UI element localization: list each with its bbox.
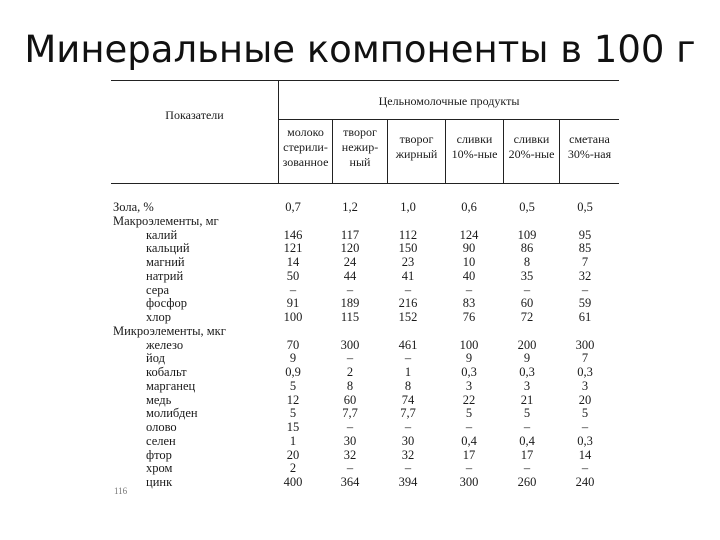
row-label: железо [146, 337, 184, 352]
cell-value: 364 [340, 475, 360, 489]
row-label: цинк [146, 475, 173, 489]
cell-value: 0,4 [519, 433, 535, 448]
row-label: селен [146, 433, 176, 448]
table-row [111, 241, 619, 255]
cell-value: 2 [346, 365, 354, 379]
cell-value: 7,7 [400, 406, 416, 421]
header-bottom-rule [111, 183, 619, 184]
row-label: йод [146, 351, 165, 366]
cell-value: 1,0 [400, 200, 416, 214]
cell-value: 20 [578, 392, 592, 407]
table-row [111, 228, 619, 242]
cell-value: 3 [523, 378, 531, 393]
table-row [111, 406, 619, 420]
cell-value: 14 [578, 447, 592, 462]
cell-value: 5 [289, 406, 297, 421]
cell-value: 112 [398, 227, 418, 242]
cell-value: – [523, 461, 531, 476]
cell-value: 9 [465, 351, 473, 366]
row-label: олово [146, 420, 177, 434]
cell-value: 124 [459, 227, 479, 242]
cell-value: – [346, 420, 354, 434]
cell-value: 9 [289, 351, 297, 366]
cell-value: 5 [289, 378, 297, 393]
cell-value: 1,2 [342, 200, 358, 214]
cell-value: 260 [517, 475, 537, 489]
cell-value: – [523, 420, 531, 434]
cell-value: 12 [286, 392, 300, 407]
cell-value: – [404, 461, 412, 476]
cell-value: 0,5 [519, 200, 535, 214]
cell-value: 83 [462, 296, 476, 311]
column-header-line: стерили- [283, 140, 328, 154]
column-header-line: жирный [395, 147, 438, 161]
cell-value: 8 [523, 255, 531, 269]
cell-value: 300 [575, 337, 595, 352]
cell-value: 7,7 [342, 406, 358, 421]
cell-value: – [346, 351, 354, 366]
cell-value: 30 [401, 433, 415, 448]
cell-value: 115 [340, 310, 360, 324]
cell-value: 0,6 [461, 200, 477, 214]
cell-value: 100 [283, 310, 303, 324]
row-label: Макроэлементы, мг [113, 213, 219, 228]
cell-value: 86 [520, 241, 534, 256]
column-header [446, 132, 503, 162]
cell-value: 7 [581, 351, 589, 366]
cell-value: 3 [581, 378, 589, 393]
table-row [111, 434, 619, 448]
column-header-line: сливки [513, 132, 550, 146]
cell-value: 0,7 [285, 200, 301, 214]
column-header-line: молоко [287, 125, 324, 139]
cell-value: 60 [520, 296, 534, 311]
cell-value: – [404, 282, 412, 297]
cell-value: 117 [340, 227, 360, 242]
cell-value: 22 [462, 392, 476, 407]
table-row [111, 296, 619, 310]
row-label: натрий [146, 268, 184, 283]
cell-value: 0,3 [577, 365, 593, 379]
cell-value: 32 [401, 447, 415, 462]
cell-value: 394 [398, 475, 418, 489]
row-label: сера [146, 282, 170, 297]
mineral-table [111, 80, 619, 498]
cell-value: – [404, 351, 412, 366]
cell-value: – [465, 420, 473, 434]
column-header [560, 132, 619, 162]
cell-value: 9 [523, 351, 531, 366]
column-header-line: ный [349, 155, 371, 169]
row-label: магний [146, 255, 185, 269]
table-row [111, 310, 619, 324]
table-row [111, 214, 619, 228]
column-header-line: творог [343, 125, 377, 139]
column-header-line: 10%-ные [451, 147, 498, 161]
table-top-rule [111, 80, 619, 81]
cell-value: 0,3 [461, 365, 477, 379]
cell-value: 85 [578, 241, 592, 256]
cell-value: 5 [465, 406, 473, 421]
column-header-line: сметана [569, 132, 610, 146]
row-label: хром [146, 461, 173, 476]
cell-value: 41 [401, 268, 415, 283]
cell-value: 216 [398, 296, 418, 311]
page-number: 116 [114, 486, 128, 496]
row-label: молибден [146, 406, 198, 421]
slide-title: Минеральные компоненты в 100 г [24, 28, 696, 71]
row-label: марганец [146, 378, 196, 393]
column-header-line: сливки [456, 132, 493, 146]
column-header-line: нежир- [341, 140, 379, 154]
cell-value: 8 [346, 378, 354, 393]
column-header [388, 132, 445, 162]
cell-value: 150 [398, 241, 418, 256]
table-row [111, 393, 619, 407]
cell-value: 59 [578, 296, 592, 311]
cell-value: 95 [578, 227, 592, 242]
cell-value: 1 [289, 433, 297, 448]
cell-value: 70 [286, 337, 300, 352]
cell-value: 0,5 [577, 200, 593, 214]
cell-value: – [581, 420, 589, 434]
cell-value: 32 [578, 268, 592, 283]
cell-value: 7 [581, 255, 589, 269]
cell-value: 5 [523, 406, 531, 421]
group-header-rule [279, 119, 619, 120]
row-label: калий [146, 227, 178, 242]
cell-value: – [346, 461, 354, 476]
cell-value: 15 [286, 420, 300, 434]
cell-value: – [289, 282, 297, 297]
cell-value: 40 [462, 268, 476, 283]
cell-value: 109 [517, 227, 537, 242]
cell-value: 35 [520, 268, 534, 283]
cell-value: 146 [283, 227, 303, 242]
cell-value: 5 [581, 406, 589, 421]
cell-value: 14 [286, 255, 300, 269]
row-label: Зола, % [113, 200, 154, 214]
column-header-line: зованное [282, 155, 329, 169]
cell-value: – [581, 461, 589, 476]
cell-value: 50 [286, 268, 300, 283]
row-label: фтор [146, 447, 172, 462]
cell-value: 100 [459, 337, 479, 352]
cell-value: 0,9 [285, 365, 301, 379]
column-header [279, 125, 332, 170]
cell-value: 21 [520, 392, 534, 407]
cell-value: – [523, 282, 531, 297]
cell-value: – [465, 282, 473, 297]
column-header-line: 30%-ная [567, 147, 612, 161]
cell-value: 200 [517, 337, 537, 352]
cell-value: 74 [401, 392, 415, 407]
cell-value: 10 [462, 255, 476, 269]
cell-value: 17 [520, 447, 534, 462]
table-row [111, 351, 619, 365]
cell-value: 44 [343, 268, 357, 283]
cell-value: 120 [340, 241, 360, 256]
column-header-line: 20%-ные [508, 147, 555, 161]
cell-value: 240 [575, 475, 595, 489]
row-label: кальций [146, 241, 190, 256]
cell-value: 8 [404, 378, 412, 393]
table-row [111, 324, 619, 338]
column-header [504, 132, 559, 162]
cell-value: 300 [340, 337, 360, 352]
column-header-line: творог [399, 132, 434, 146]
row-label: медь [146, 392, 172, 407]
table-row [111, 448, 619, 462]
cell-value: 1 [404, 365, 412, 379]
cell-value: 0,3 [577, 433, 593, 448]
stub-header: Показатели [165, 108, 224, 122]
cell-value: – [465, 461, 473, 476]
cell-value: 400 [283, 475, 303, 489]
cell-value: 91 [286, 296, 300, 311]
cell-value: 0,4 [461, 433, 477, 448]
group-header: Цельномолочные продукты [378, 94, 520, 108]
table-row [111, 461, 619, 475]
table-row [111, 379, 619, 393]
column-header [333, 125, 387, 170]
cell-value: 3 [465, 378, 473, 393]
cell-value: 76 [462, 310, 476, 324]
table-row [111, 365, 619, 379]
cell-value: – [404, 420, 412, 434]
cell-value: 23 [401, 255, 415, 269]
cell-value: 90 [462, 241, 476, 256]
table-row [111, 283, 619, 297]
cell-value: 17 [462, 447, 476, 462]
table-row [111, 475, 619, 489]
row-label: кобальт [146, 365, 187, 379]
table-row [111, 200, 619, 214]
cell-value: 152 [398, 310, 418, 324]
cell-value: 24 [343, 255, 357, 269]
cell-value: 60 [343, 392, 357, 407]
cell-value: – [581, 282, 589, 297]
table-row [111, 255, 619, 269]
cell-value: 20 [286, 447, 300, 462]
row-label: Микроэлементы, мкг [113, 323, 226, 338]
row-label: фосфор [146, 296, 187, 311]
cell-value: 72 [520, 310, 534, 324]
table-row [111, 338, 619, 352]
cell-value: 32 [343, 447, 357, 462]
table-row [111, 269, 619, 283]
row-label: хлор [146, 310, 171, 324]
table-row [111, 420, 619, 434]
cell-value: 30 [343, 433, 357, 448]
cell-value: 461 [398, 337, 418, 352]
cell-value: 300 [459, 475, 479, 489]
cell-value: 121 [283, 241, 303, 256]
cell-value: 61 [578, 310, 592, 324]
cell-value: 189 [340, 296, 360, 311]
cell-value: 0,3 [519, 365, 535, 379]
cell-value: 2 [289, 461, 297, 476]
cell-value: – [346, 282, 354, 297]
